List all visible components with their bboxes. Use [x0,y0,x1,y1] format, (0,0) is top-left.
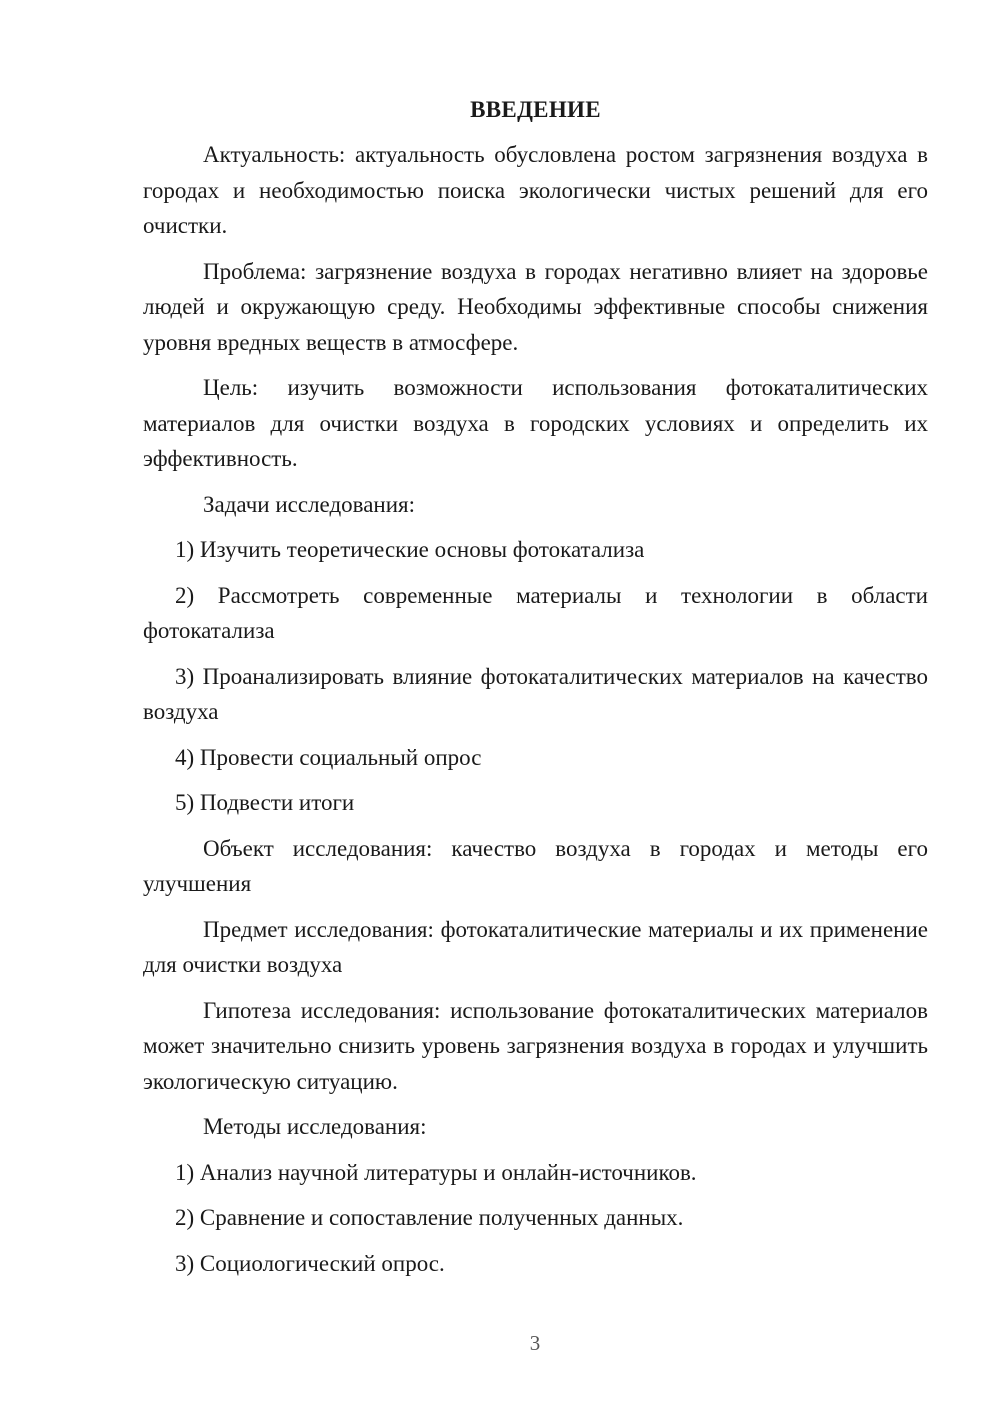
task-item-1: 1) Изучить теоретические основы фотокатализа [175,537,645,562]
page-number: 3 [529,1331,541,1355]
subject-paragraph: Предмет исследования: фотокаталитические материалы и их применение для очистки воздуха [143,916,928,977]
method-item-1: 1) Анализ научной литературы и онлайн-источников. [175,1159,697,1185]
tasks-heading: Задачи исследования: [203,491,416,517]
goal-paragraph: Цель: изучить возможности использования фотокаталитических материалов для очистки воздуха в городских условиях и определить их эффективность. [143,375,928,471]
hypothesis-paragraph: Гипотеза исследования: использование фотокаталитических материалов может значительно снизить уровень загрязнения воздуха в городах и улучшить экологическую ситуацию. [143,997,928,1094]
task-item-3: 3) Проанализировать влияние фотокаталитических материалов на качество воздуха [143,663,928,724]
methods-heading: Методы исследования: [203,1114,427,1139]
document-page [143,92,928,1291]
method-item-2: 2) Сравнение и сопоставление полученных данных. [175,1205,684,1230]
relevance-paragraph: Актуальность: актуальность обусловлена ростом загрязнения воздуха в городах и необходимостью поиска экологически чистых решений для его очистки. [143,142,928,238]
task-item-2: 2) Рассмотреть современные материалы и технологии в области фотокатализа [143,582,928,643]
problem-paragraph: Проблема: загрязнение воздуха в городах негативно влияет на здоровье людей и окружающую среду. Необходимы эффективные способы снижения уровня вредных веществ в атмосфере. [143,258,928,355]
task-item-5: 5) Подвести итоги [175,790,355,815]
section-title: ВВЕДЕНИЕ [470,97,601,122]
object-paragraph: Объект исследования: качество воздуха в городах и методы его улучшения [143,835,928,896]
method-item-3: 3) Социологический опрос. [175,1250,445,1276]
task-item-4: 4) Провести социальный опрос [175,744,482,770]
